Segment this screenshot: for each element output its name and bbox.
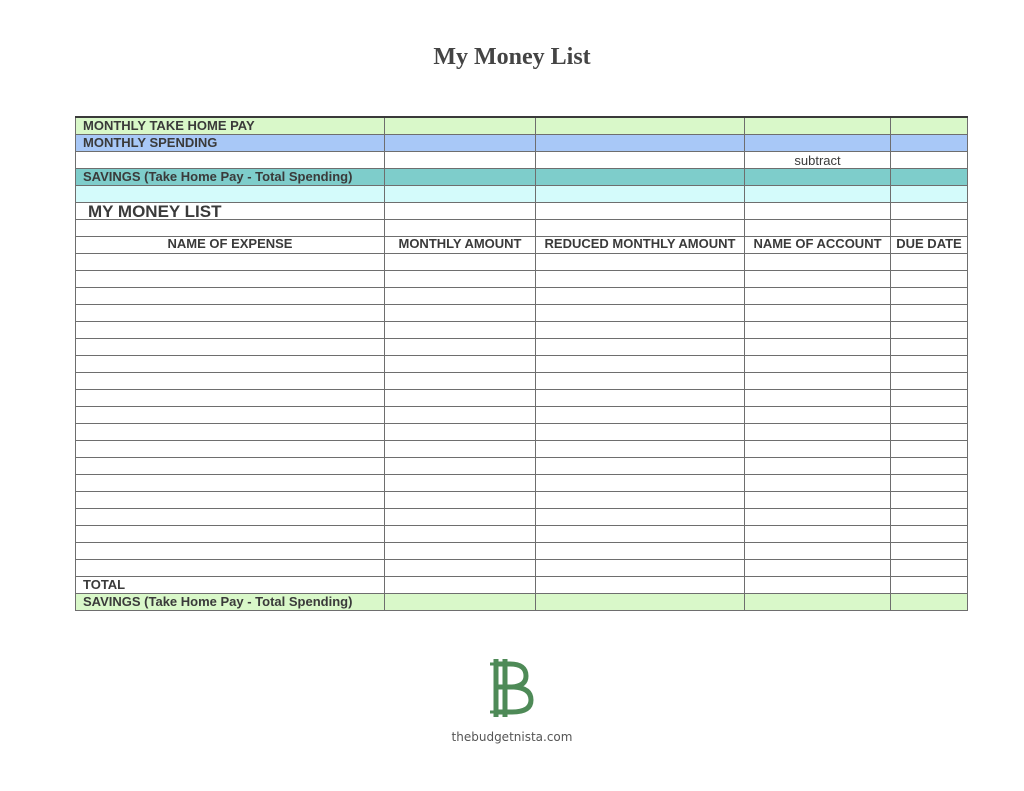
expense-cell[interactable] <box>536 287 745 304</box>
expense-cell[interactable] <box>891 355 968 372</box>
expense-cell[interactable] <box>536 559 745 576</box>
expense-cell[interactable] <box>76 440 385 457</box>
expense-cell[interactable] <box>385 253 536 270</box>
expense-cell[interactable] <box>891 423 968 440</box>
expense-cell[interactable] <box>76 559 385 576</box>
final-savings-row <box>76 593 968 610</box>
expense-cell[interactable] <box>76 423 385 440</box>
expense-cell[interactable] <box>745 355 891 372</box>
expense-row <box>76 474 968 491</box>
column-header-due-date: DUE DATE <box>891 236 968 253</box>
expense-row <box>76 304 968 321</box>
expense-row <box>76 406 968 423</box>
expense-cell[interactable] <box>536 440 745 457</box>
expense-cell[interactable] <box>76 270 385 287</box>
expense-cell[interactable] <box>536 253 745 270</box>
expense-cell[interactable] <box>385 440 536 457</box>
expense-cell[interactable] <box>536 491 745 508</box>
cell[interactable] <box>536 151 745 168</box>
cell <box>891 185 968 202</box>
expense-cell[interactable] <box>536 321 745 338</box>
cell[interactable] <box>385 168 536 185</box>
expense-cell[interactable] <box>76 287 385 304</box>
expense-row <box>76 440 968 457</box>
expense-cell[interactable] <box>745 338 891 355</box>
expense-cell[interactable] <box>891 321 968 338</box>
budgetnista-logo-icon <box>486 656 538 720</box>
expense-cell[interactable] <box>536 270 745 287</box>
expense-cell[interactable] <box>385 474 536 491</box>
expense-cell[interactable] <box>385 406 536 423</box>
expense-cell[interactable] <box>76 406 385 423</box>
cell[interactable] <box>385 593 536 610</box>
expense-cell[interactable] <box>745 423 891 440</box>
expense-cell[interactable] <box>745 457 891 474</box>
expense-cell[interactable] <box>745 406 891 423</box>
expense-cell[interactable] <box>385 508 536 525</box>
subtract-row <box>76 151 968 168</box>
take-home-pay-label: MONTHLY TAKE HOME PAY <box>76 117 385 134</box>
expense-cell[interactable] <box>745 270 891 287</box>
expense-cell[interactable] <box>385 423 536 440</box>
cell[interactable] <box>76 151 385 168</box>
expense-cell[interactable] <box>745 525 891 542</box>
cell[interactable] <box>891 117 968 134</box>
cell[interactable] <box>745 168 891 185</box>
expense-cell[interactable] <box>891 270 968 287</box>
cell <box>745 202 891 219</box>
cell <box>76 219 385 236</box>
cell[interactable] <box>891 151 968 168</box>
expense-cell[interactable] <box>891 372 968 389</box>
expense-cell[interactable] <box>76 372 385 389</box>
expense-cell[interactable] <box>745 372 891 389</box>
expense-cell[interactable] <box>536 304 745 321</box>
expense-cell[interactable] <box>745 287 891 304</box>
cell[interactable] <box>536 117 745 134</box>
cell <box>385 219 536 236</box>
cell <box>891 219 968 236</box>
expense-cell[interactable] <box>891 287 968 304</box>
cell[interactable] <box>385 117 536 134</box>
cell <box>76 185 385 202</box>
expense-cell[interactable] <box>891 491 968 508</box>
cell[interactable] <box>745 593 891 610</box>
cell[interactable] <box>891 134 968 151</box>
cell <box>745 219 891 236</box>
expense-cell[interactable] <box>891 406 968 423</box>
expense-cell[interactable] <box>536 389 745 406</box>
expense-cell[interactable] <box>385 559 536 576</box>
expense-cell[interactable] <box>385 321 536 338</box>
expense-cell[interactable] <box>891 338 968 355</box>
take-home-pay-row <box>76 117 968 134</box>
expense-cell[interactable] <box>891 508 968 525</box>
expense-cell[interactable] <box>76 304 385 321</box>
expense-cell[interactable] <box>891 304 968 321</box>
cell <box>536 185 745 202</box>
expense-row <box>76 389 968 406</box>
expense-row <box>76 287 968 304</box>
expense-cell[interactable] <box>536 355 745 372</box>
expense-cell[interactable] <box>385 491 536 508</box>
expense-row <box>76 508 968 525</box>
column-header-monthly-amount: MONTHLY AMOUNT <box>385 236 536 253</box>
spacer-row <box>76 185 968 202</box>
expense-cell[interactable] <box>76 525 385 542</box>
total-row <box>76 576 968 593</box>
cell[interactable] <box>891 593 968 610</box>
expense-cell[interactable] <box>76 457 385 474</box>
expense-cell[interactable] <box>385 457 536 474</box>
cell[interactable] <box>536 134 745 151</box>
list-heading-row <box>76 202 968 219</box>
expense-cell[interactable] <box>76 491 385 508</box>
expense-cell[interactable] <box>745 474 891 491</box>
column-header-row <box>76 236 968 253</box>
column-header-expense: NAME OF EXPENSE <box>76 236 385 253</box>
expense-cell[interactable] <box>745 559 891 576</box>
expense-cell[interactable] <box>745 321 891 338</box>
expense-cell[interactable] <box>536 423 745 440</box>
expense-cell[interactable] <box>536 406 745 423</box>
cell[interactable] <box>536 593 745 610</box>
expense-cell[interactable] <box>745 389 891 406</box>
expense-cell[interactable] <box>76 338 385 355</box>
expense-cell[interactable] <box>745 304 891 321</box>
column-header-reduced-amount: REDUCED MONTHLY AMOUNT <box>536 236 745 253</box>
expense-cell[interactable] <box>76 253 385 270</box>
expense-cell[interactable] <box>536 338 745 355</box>
expense-cell[interactable] <box>385 542 536 559</box>
page-title: My Money List <box>433 44 591 70</box>
expense-row <box>76 338 968 355</box>
expense-cell[interactable] <box>385 270 536 287</box>
cell[interactable] <box>891 168 968 185</box>
site-url: thebudgetnista.com <box>451 730 573 744</box>
expense-cell[interactable] <box>536 457 745 474</box>
cell[interactable] <box>745 134 891 151</box>
cell[interactable] <box>385 151 536 168</box>
expense-cell[interactable] <box>891 525 968 542</box>
expense-cell[interactable] <box>891 474 968 491</box>
money-list-heading: MY MONEY LIST <box>76 202 385 219</box>
expense-row <box>76 321 968 338</box>
expense-row <box>76 372 968 389</box>
expense-cell[interactable] <box>745 542 891 559</box>
final-savings-label: SAVINGS (Take Home Pay - Total Spending) <box>76 593 385 610</box>
cell[interactable] <box>745 576 891 593</box>
cell[interactable] <box>745 117 891 134</box>
column-header-account: NAME OF ACCOUNT <box>745 236 891 253</box>
expense-cell[interactable] <box>891 457 968 474</box>
expense-cell[interactable] <box>745 508 891 525</box>
expense-cell[interactable] <box>745 491 891 508</box>
expense-cell[interactable] <box>536 542 745 559</box>
expense-row <box>76 270 968 287</box>
cell <box>891 202 968 219</box>
blank-row <box>76 219 968 236</box>
expense-cell[interactable] <box>385 287 536 304</box>
cell[interactable] <box>536 576 745 593</box>
expense-row <box>76 355 968 372</box>
expense-cell[interactable] <box>745 253 891 270</box>
monthly-spending-row <box>76 134 968 151</box>
expense-cell[interactable] <box>536 474 745 491</box>
monthly-spending-label: MONTHLY SPENDING <box>76 134 385 151</box>
expense-row <box>76 559 968 576</box>
cell <box>745 185 891 202</box>
expense-cell[interactable] <box>745 440 891 457</box>
expense-cell[interactable] <box>536 508 745 525</box>
expense-row <box>76 542 968 559</box>
expense-cell[interactable] <box>536 372 745 389</box>
expense-cell[interactable] <box>385 525 536 542</box>
total-label: TOTAL <box>76 576 385 593</box>
expense-cell[interactable] <box>385 304 536 321</box>
cell <box>536 202 745 219</box>
expense-cell[interactable] <box>385 389 536 406</box>
cell[interactable] <box>891 576 968 593</box>
subtract-note: subtract <box>745 151 891 168</box>
expense-cell[interactable] <box>891 253 968 270</box>
expense-cell[interactable] <box>891 559 968 576</box>
expense-cell[interactable] <box>76 508 385 525</box>
expense-cell[interactable] <box>76 321 385 338</box>
expense-cell[interactable] <box>76 542 385 559</box>
expense-row <box>76 253 968 270</box>
expense-cell[interactable] <box>385 355 536 372</box>
expense-row <box>76 457 968 474</box>
expense-cell[interactable] <box>891 440 968 457</box>
cell[interactable] <box>536 168 745 185</box>
savings-row <box>76 168 968 185</box>
expense-cell[interactable] <box>385 338 536 355</box>
expense-cell[interactable] <box>76 389 385 406</box>
cell[interactable] <box>385 134 536 151</box>
money-list-table <box>75 116 968 611</box>
expense-cell[interactable] <box>891 389 968 406</box>
expense-cell[interactable] <box>536 525 745 542</box>
expense-cell[interactable] <box>891 542 968 559</box>
expense-row <box>76 491 968 508</box>
cell <box>385 185 536 202</box>
cell[interactable] <box>385 576 536 593</box>
expense-cell[interactable] <box>76 355 385 372</box>
cell <box>536 219 745 236</box>
expense-cell[interactable] <box>76 474 385 491</box>
expense-row <box>76 525 968 542</box>
expense-row <box>76 423 968 440</box>
cell <box>385 202 536 219</box>
savings-label: SAVINGS (Take Home Pay - Total Spending) <box>76 168 385 185</box>
expense-cell[interactable] <box>385 372 536 389</box>
